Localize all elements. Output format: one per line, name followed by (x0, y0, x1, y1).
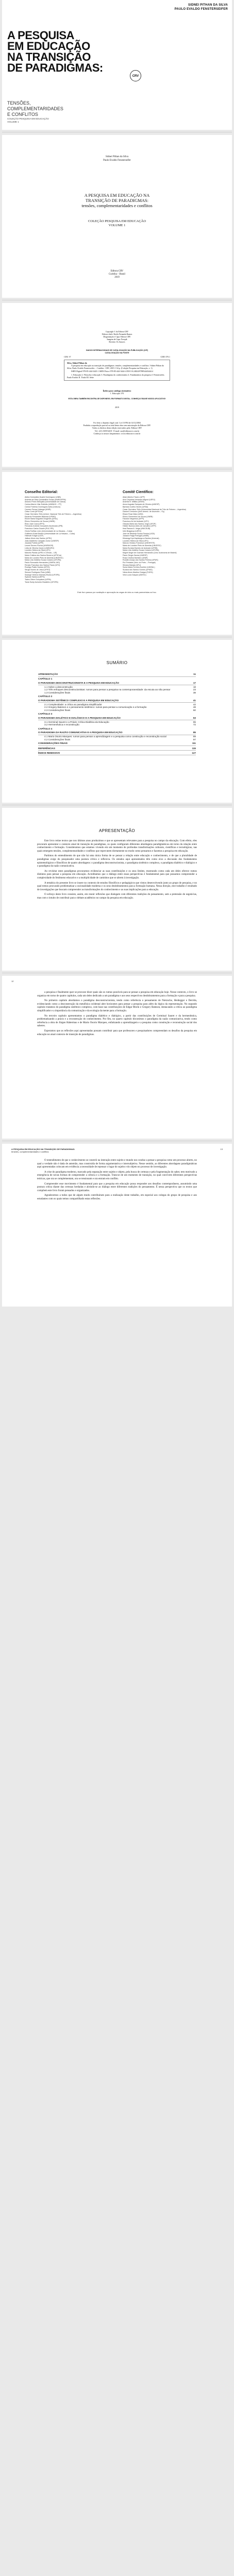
summary-item-label: CONSIDERAÇÕES FINAIS (38, 742, 68, 745)
title-page (2, 135, 232, 298)
summary-item[interactable] (38, 713, 196, 716)
board-member: Leonel Severo Rocha (UNISINOS) (25, 545, 54, 547)
page-number: 13 (220, 1148, 223, 1150)
summary-item-page: 38 (193, 691, 196, 694)
summary-item-label: 4.2 Considerações finais (44, 738, 71, 741)
board-member: Rodrigo Pratte-Santos (UFES) (25, 566, 50, 569)
cover-collection (7, 117, 49, 124)
summary-item[interactable] (38, 709, 196, 712)
cdd-code: CDD 370.1 (160, 355, 170, 358)
presentation-heading: APRESENTAÇÃO (99, 828, 135, 833)
board-member: Jussara Fraga Portugal (UNEB) (123, 535, 149, 537)
summary-item-page: 23 (193, 688, 196, 691)
board-member: Lídia de Oliveira Xavier (UNIEURO) (25, 547, 55, 549)
paragraph: O entendimento de que o conhecimento se constrói na interação entre sujeito e mundo nos conduz a pensar a pesquisa como um processo aberto, no qual a verdade não é dada de antemão, mas construída de forma argumentativa e intersubjetiva. Nesse sentido, as diferentes abordagens paradigmáticas aqui apresentadas colocam em evidência a necessidade de repensar o lugar do sujeito e do objeto no processo de investigação. (37, 1159, 197, 1169)
board-member: Ilma Passos A. Veiga (UNICEUB) (123, 528, 151, 530)
page-number: 12 (11, 980, 14, 982)
summary-item-page: 48 (193, 706, 196, 709)
paragraph: A crise do paradigma moderno, marcado pela separação entre sujeito e objeto, pela busca de certezas e pela fragmentação do saber, tem motivado a emergência de novas formas de compreender a ciência e a formação. Trata-se de um momento de transição, no qual convivem diferentes perspectivas teóricas, que ora se complementam, ora se tensionam e ora entram em conflito. (37, 1171, 197, 1180)
board-member: Elizeu Clementino de Souza (UNEB) (123, 515, 153, 518)
cdu-code: CDU 37 (64, 355, 71, 358)
cover-authors (175, 3, 228, 11)
catalog-index (2, 389, 232, 395)
title-page-title (2, 193, 232, 208)
copyright-line: Diagramação e Capa: Editora CRV (103, 336, 131, 338)
summary-item-label: 2.1 Complexidade: a crítica ao paradigma simplificador (44, 703, 102, 706)
summary-item-label: O PARADIGMA SISTÊMICO COMPLEXO E A PESQUISA EM EDUCAÇÃO (38, 699, 119, 702)
copyright-lines (2, 331, 232, 344)
copyright-line: Editora-chefe: Sheila Fernanda Ramos (102, 333, 132, 335)
presentation-body (37, 840, 197, 902)
catalog-heading-line: DADOS INTERNACIONAIS DE CATALOGAÇÃO NA PUBLICAÇÃO (CIP) (86, 349, 148, 351)
board-member: Tania Suely Azevedo Brasileiro (UFOPA) (25, 581, 58, 583)
board-member: Simone Rodrigues Pinto (UNB) (25, 571, 51, 573)
paragraph: No primeiro capítulo abordamos o paradigma desconstrucionista, tendo como referência o pensamento de Nietzsche, Heidegger e Derrida, evidenciando como a desconstrução da metafísica ocidental abre horizontes para pensar a pesquisa para além da lógica da representação. No segundo capítulo tratamos do paradigma sistêmico complexo, com base nas contribuições de Edgar Morin e Gregory Bateson, destacando a crítica ao paradigma simplificador e a importância da comunicação e da ecologia da mente para a formação. (37, 999, 197, 1012)
summary-item-label: CAPÍTULO 4 (38, 727, 53, 730)
board-member: Rui Trindade (Univ. do Porto – Portugal) (123, 561, 156, 564)
paragraph: Agradecemos a todos que de algum modo contribuíram para a realização deste trabalho, em especial aos colegas do grupo de pesquisa e aos estudantes com os quais temos compartilhado estas reflexões. (37, 1194, 197, 1200)
title-page-authors (2, 156, 232, 162)
title-page-subtitle: tensões, complementaridades e conflitos (81, 203, 153, 208)
running-header-line: A PESQUISA EM EDUCAÇÃO NA TRANSIÇÃO DE PARADIGMAS: (11, 1148, 75, 1150)
board-member: Maria Lília Imbiriba Sousa Colares (UFOPA) (123, 549, 159, 552)
running-header-line: tensões, complementaridades e conflitos (11, 1150, 49, 1153)
board-member: Maria Eurácia Barreto de Andrade (UFRB) (123, 547, 158, 549)
title-page-city: Curitiba – Brasil (109, 273, 125, 276)
board-member: Celso Conti (UFSCar) (25, 511, 43, 513)
board-member: Rosa Cristina Monteiro (UNIR) (123, 556, 148, 559)
board-right-column (123, 490, 210, 576)
summary-item[interactable] (38, 682, 196, 685)
crv-logo: CRV (130, 70, 141, 81)
summary-item-label: O PARADIGMA DESCONSTRUCIONISTA E A PESQUISA EM EDUCAÇÃO (38, 681, 119, 684)
rights-line: Foi feito o depósito legal conf. Lei 10.994 de 14/12/2004 (93, 421, 141, 424)
board-member: Eduardo Fernandes Barbosa (UFMG) (25, 515, 56, 518)
paragraph: a pesquisa e finalmente quer se procurar dizer quais são os rumos possíveis para se pensar a pesquisa em educação hoje. Nesse contexto, o livro se organiza em torno de quatro capítulos, cada um deles dedicado a um paradigma e aos seus respectivos desdobramentos para a formação e para a pesquisa. (37, 991, 197, 997)
cover-subtitle-line: E CONFLITOS (7, 112, 38, 117)
summary-page (2, 640, 232, 803)
summary-item-page: 97 (193, 738, 196, 741)
board-right-heading: Comitê Científico: (123, 490, 154, 494)
summary-item-label: 3.2 Hermenêutica e reconstrução (44, 723, 79, 726)
board-member: Marcos Vinicius Francisco (UNOESTE) (123, 542, 155, 545)
summary-rule (38, 702, 196, 703)
summary-item-page: 17 (193, 681, 196, 684)
summary-item-page: 72 (193, 723, 196, 726)
copyright-page (2, 303, 232, 467)
summary-item-page: 85 (193, 731, 196, 734)
board-member: Maria Cristina dos Santos Bezerra (UFSCar) (25, 554, 62, 556)
board-member: Altair Alberto Fávero (UPF) (123, 496, 145, 498)
board-member: Lourdes Helena da Silva (UFV) (25, 549, 51, 552)
board-member: Tadeu Oliver Gonçalves (UFPA) (25, 578, 51, 581)
board-member: Francisco Ari de Andrade (UFC) (123, 520, 149, 523)
summary-item-label: 3.1 Germinal Sauret e a Práxis: Crítica Dialética da Educação (44, 720, 109, 723)
board-member: Andréia da Silva Quintanilha Sousa (UNIR/UFRN) (25, 498, 66, 501)
summary-item-label: 2.2 Gregory Bateson e o pensamento sistêmico: rumos para pensar a comunicação e a formação (44, 706, 147, 709)
board-member: Francisco Carlos Duarte (PUC-PR) (25, 528, 54, 530)
title-page-title-line: A PESQUISA EM EDUCAÇÃO NA (84, 193, 150, 198)
page-13 (2, 1144, 232, 1307)
paragraph: No terceiro capítulo apresentamos o paradigma dialético e dialógico, a partir das contribuições de Germinal Sauret e da hermenêutica, problematizando a práxis e a reconstrução do conhecimento. Por fim, no quarto capítulo discutimos o paradigma da razão comunicativa, tendo como referência a obra de Jürgen Habermas e de Mario Osorio Marques, enfatizando a aprendizagem e a pesquisa como construção e reconstrução social dos saberes. (37, 1014, 197, 1028)
cover-collection-line: COLEÇÃO PESQUISA EM EDUCAÇÃO (7, 117, 49, 120)
cover-title-line: DE PARADIGMAS: (7, 61, 103, 74)
board-member: Solange Helena Ximenes-Rocha (UFOPA) (25, 573, 60, 576)
index-line: 1. Educação 370 (110, 392, 124, 395)
summary-item[interactable] (38, 699, 196, 702)
summary-item[interactable] (38, 677, 196, 681)
board-right-list (123, 496, 210, 576)
board-member: Ana Chrystina Venancio Mignot (UERJ) (123, 498, 155, 501)
cover-title-line: NA TRANSIÇÃO (7, 50, 91, 63)
board-member: Maria Lília Imbiriba Sousa Colares (UFOPA) (25, 559, 61, 562)
cover-subtitle-line: TENSÕES, (7, 100, 31, 106)
board-page (2, 472, 232, 635)
cover-title-line: EM EDUCAÇÃO (7, 40, 90, 53)
board-member: Élsio José Corá (UFFS) (25, 522, 44, 525)
summary-item-page: 18 (193, 685, 196, 688)
cover-collection-line: VOLUME 1 (7, 121, 19, 123)
summary-item-label: 1.3 Considerações finais (44, 691, 71, 694)
board-left-list (25, 496, 112, 583)
catalog-card (64, 360, 170, 381)
summary-rule (38, 745, 196, 746)
cover-page (2, 0, 232, 130)
summary-item-label: APRESENTAÇÃO (38, 673, 58, 675)
board-member: Vânia Alves Martins Chaigar (FURG) (123, 571, 153, 573)
cover-title (7, 30, 131, 73)
board-member: Anna Augusta Sampaio de Oliveira (UNESP) (123, 503, 160, 506)
summary-item-page: 11 (193, 673, 196, 675)
summary-item[interactable] (38, 738, 196, 741)
cip-body: A pesquisa em educação na transição de paradigmas: tensões, complementaridades e conflitos / Sidnei Pithan da Silva, Paulo Evaldo Fensterseifer. – Curitiba : CRV, 2019. 134 p. (Coleção Pesquisa em Educação, v. 1) (67, 364, 164, 370)
board-member: Elione Maria Nogueira Diogenes (UFAL) (25, 518, 58, 520)
summary-item-label: REFERÊNCIAS (38, 747, 55, 750)
board-member: Eliane Rose Maio (UEM) (123, 513, 143, 515)
board-member: Carmen Tereza Velanga (UNIR) (25, 508, 51, 511)
summary-heading: SUMÁRIO (106, 660, 128, 665)
board-member: José de Ribamar Sousa Pereira (UCB) (123, 532, 155, 535)
paragraph: Ao revisitar estes paradigmas procuramos evidenciar as suas contribuições e os seus limites, mostrando como cada um deles oferece rumos distintos para pensar a pesquisa em educação. Acreditamos que o diálogo entre essas perspectivas é fundamental para que possamos compreender a complexidade do fenômeno educativo e a multiplicidade de caminhos que se abrem à investigação. (37, 870, 197, 879)
board-member: Elizeu Clementino de Souza (UNEB) (25, 520, 55, 523)
running-header (11, 1148, 75, 1153)
board-member: Andréia N. Militão (UEMS) (123, 501, 145, 503)
board-member: Aldira Guimarães Duarte Domínguez (UNB) (25, 496, 61, 498)
paragraph: Este livro reúne textos que nos últimos anos produzimos e que se apresentam relevantes para a pesquisa no campo da educação. Com efeito, eles procuram apresentar o contexto atual de transição de paradigmas, os quais configuram diferentes abordagens paradigmáticas em torno da relação entre conhecimento e formação. Consideramos que estamos vivendo em um momento de profundas transformações culturais, científicas e tecnológicas, nas quais emergem tensões, complementaridades e conflitos que repercutem diretamente no modo como pensamos e fazemos a pesquisa em educação. (37, 840, 197, 853)
title-page-collection (2, 219, 232, 228)
summary-item[interactable] (38, 691, 196, 694)
presentation-page (2, 808, 232, 971)
paragraph: Compreender esse movimento é fundamental para que a pesquisa em educação possa responder aos desafios contemporâneos, assumindo uma postura crítica diante das certezas herdadas e abrindo-se ao diálogo entre diferentes tradições do pensamento. É nessa perspectiva que os textos que compõem este livro foram pensados e organizados. (37, 1182, 197, 1192)
cover-subtitle-line: COMPLEMENTARIDADES (7, 106, 63, 111)
title-page-author: Sidnei Pithan da Silva (105, 156, 129, 158)
summary-list (38, 672, 196, 756)
summary-item-page: 42 (193, 703, 196, 706)
page-12 (2, 976, 232, 1139)
rights-line: Todos os direitos desta edição reservados pela: Editora CRV (92, 427, 142, 430)
summary-item-label: 1.2 Três enfoques desconstrucionistas: rumos para pensar a pesquisa na contemporaneidade: da escuta ao não pensar (44, 688, 171, 691)
summary-item-page: 111 (192, 742, 196, 745)
summary-item-page: 127 (192, 751, 196, 754)
board-member: Paulo Sérgio Garcia (UNESP) (123, 554, 147, 556)
board-member: Renato Francisco dos Santos Paula (UFG) (25, 564, 60, 566)
cip-isbn: ISBN Digital 978-85-444-3445-1 ISBN Físico 978-85-444-3444-4 DOI 10.24824/978854443444.4 (71, 369, 153, 372)
title-page-imprint (2, 270, 232, 279)
summary-item-label: O PARADIGMA DA RAZÃO COMUNICATIVA E A PESQUISA EM EDUCAÇÃO (38, 731, 123, 734)
title-page-collection-name: COLEÇÃO PESQUISA EM EDUCAÇÃO (88, 219, 146, 223)
summary-item-page: 89 (193, 735, 196, 738)
board-member: Inês Bragança (UERJ) (123, 530, 141, 532)
cip-title: Silva, Sidnei Pithan da (67, 362, 87, 364)
cover-author: PAULO EVALDO FENSTERSEIFER (174, 8, 228, 11)
copyright-line: Revisão: Os Autores (109, 341, 125, 343)
catalog-heading (2, 349, 232, 354)
index-heading: Índice para catálogo sistemático (103, 389, 131, 392)
board-member: Gloria Fariñas León (Universidade de La Havana – Cuba) (25, 530, 72, 532)
paragraph: O esforço deste livro consiste, assim, em reunir reflexões que dialogam com diferentes tradições do pensamento, sem a pretensão de esgotá-las, mas com o intuito de contribuir para o debate acadêmico no campo da pesquisa em educação. (37, 893, 197, 900)
paragraph: A temática do presente livro se insere no contexto de estudos filosóficos e pedagógicos que vimos desenvolvendo junto ao grupo de pesquisa, e no qual temos procurado problematizar a racionalidade moderna e os seus desdobramentos para a formação humana. Nessa direção, este trabalho é resultado de investigações que buscam compreender as transformações do conhecimento e as suas implicações para a educação. (37, 882, 197, 891)
board-left-column (25, 490, 112, 583)
summary-item-page: 63 (193, 716, 196, 719)
board-member: Silvana Malusá (UFU) (123, 564, 141, 566)
summary-rule (38, 750, 196, 751)
board-member: Helder Buenos Aires de Carvalho (UFPI) (123, 525, 156, 528)
summary-item-page: 60 (193, 708, 196, 711)
title-page-year: 2019 (114, 276, 120, 279)
board-member: Marcelo Paixão (UFRJ e UTexas – US) (25, 552, 57, 554)
summary-item[interactable] (38, 695, 196, 698)
summary-item-label: 1.1 Sobre a desconstrução (44, 685, 73, 688)
board-member: Helmuth Krüger (UCP) (25, 535, 44, 537)
cover-title-line: A PESQUISA (7, 29, 74, 42)
summary-item-label: CAPÍTULO 2 (38, 695, 53, 698)
deposit-year: 2019 (115, 406, 119, 409)
summary-item[interactable] (38, 673, 196, 676)
board-member: Lourdes Helena da Silva (UFV) (123, 539, 148, 542)
board-member: João Adalberto Campato Junior (UNESP) (25, 539, 59, 542)
board-member: Diosnel Centurion (Univ Americ. de Asunción – Py) (123, 511, 164, 513)
rights-block (2, 421, 232, 435)
paragraph: Partimos do entendimento de que não há uma única forma de se pensar a relação entre educação e conhecimento, e de que a pluralidade de paradigmas exige do pesquisador uma postura crítica e reflexiva. Os estudos aqui apresentados têm como eixo a discussão dos fundamentos epistemológicos e filosóficos de quatro abordagens: o paradigma desconstrucionista, o paradigma sistêmico complexo, o paradigma dialético e dialógico e o paradigma da razão comunicativa. (37, 855, 197, 868)
cip-subjects: 1. Educação 2. Filosofia e educação 3. Paradigmas do conhecimento 4. Fundamentos da pesquisa I. Fensterseifer, Paulo Evaldo II. Título III. Série (67, 373, 165, 379)
board-member: Maria de Lourdes Pinto de Almeida (UNOESC) (123, 545, 161, 547)
board-member: Fernando Antônio Gonçalves Alcoforado (IPB) (25, 525, 63, 528)
board-member: Sonia Maria Ferreira Koehler (UNISAL) (123, 566, 155, 569)
rights-line: Proibida a reprodução parcial ou total desta obra sem autorização da Editora CRV (83, 424, 151, 427)
board-member: Gláucia Maria dos Santos Jorge (UFOP) (123, 522, 156, 525)
title-page-author: Paulo Evaldo Fensterseifer (103, 159, 131, 162)
board-member: Cesar Gerónimo Tello (Universidad Nacional de Três de Febrero – Argentina) (123, 508, 186, 511)
copyright-line: Imagem de Capa: Freepik (107, 338, 127, 341)
cover-subtitle (7, 100, 100, 117)
board-member: Carlos Federico Dominguez Avila (Unieuro) (25, 505, 61, 508)
board-member: Guillermo Arias Beatón (Universidade de La Havana – Cuba) (25, 532, 75, 535)
summary-item-page: 41 (193, 699, 196, 702)
title-page-publisher: Editora CRV (110, 270, 124, 273)
page-13-body (37, 1159, 197, 1203)
summary-item[interactable] (38, 752, 196, 755)
board-member: Fauston Negreiros (UFPI) (123, 518, 144, 520)
summary-item-label: 2.3 Considerações finais (44, 708, 71, 711)
catalog-heading-line: CATALOGAÇÃO NA FONTE (105, 351, 129, 354)
board-member: Cesar Gerónimo Tello (Univer. Nacional Três de Febrero – Argentina) (25, 513, 81, 515)
paragraph: Esperamos que as reflexões aqui apresentadas possam contribuir para que professores e pesquisadores compreendam os desafios da pesquisa em educação no atual contexto de transição de paradigmas. (37, 1029, 197, 1036)
board-member: Rodolfo Araújo dos Santos Pereira (UFMS) (123, 559, 158, 562)
summary-item[interactable] (38, 731, 196, 734)
board-member: Suzana dos Santos Gomes (UFMG) (123, 569, 153, 571)
board-member: Carlos Alberto Vilar Estêvão (UMINHO – PT) (25, 503, 62, 506)
page-12-body (37, 991, 197, 1038)
board-member: Vera Lucia Gaspar (UDESC) (123, 573, 146, 576)
board-member: Josania Portela (UFPI) (25, 542, 44, 545)
board-member: Kilwangy Kya Kapitango-a-Samba (Unemat) (123, 537, 159, 539)
rights-line: Conheça os nossos lançamentos: www.editoracrv.com.br (93, 432, 141, 435)
copyright-line: Copyright © da Editora CRV (105, 331, 129, 333)
summary-item[interactable] (38, 727, 196, 731)
isbn-row (64, 355, 170, 358)
summary-item-label: CAPÍTULO 3 (38, 713, 53, 716)
board-member: Paulo Romualdo Hernandes (UNIFAL-MG) (25, 561, 60, 564)
board-member: Míguel Ángel de Guzmán Hernandez (Univ. Autónoma de Madrid) (123, 552, 177, 554)
review-note: Este livro passou por avaliação e aprovação às cegas de dois ou mais pareceristas ad hoc. (77, 591, 157, 594)
summary-item-label: 4.1 Mario Osorio Marques: rumos para pensar a aprendizagem e a pesquisa como construção e reconstrução social (44, 735, 166, 738)
board-member: Maria de Lourdes Pinto de Almeida (UNOESC) (25, 556, 63, 559)
rights-line: Tel.: (41) 3039-6418 - E-mail: sac@editoracrv.com.br (94, 429, 140, 432)
summary-item-label: CAPÍTULO 1 (38, 677, 53, 681)
board-left-heading: Conselho Editorial: (25, 490, 58, 494)
cover-author: SIDNEI PITHAN DA SILVA (188, 4, 228, 7)
summary-item[interactable] (38, 717, 196, 720)
summary-item-page: 65 (193, 720, 196, 723)
board-member: Sérgio Nunes de Jesus (IFRO) (25, 569, 51, 571)
title-page-volume: VOLUME 1 (108, 224, 126, 227)
board-member: Antonio Pedro Mesquita (Universidade de Lisboa) (25, 501, 66, 503)
board-member: Barbara Coelho Neves (UFBA) (123, 505, 148, 508)
board-member: Sydione Santos (UEPG) (25, 576, 45, 579)
summary-item[interactable] (38, 747, 196, 750)
summary-item-page: 115 (192, 747, 196, 750)
board-member: Jailson Alves dos Santos (UFRJ) (25, 537, 52, 539)
summary-rule (38, 676, 196, 677)
summary-item[interactable] (38, 742, 196, 745)
digital-notice: ESTA OBRA TAMBÉM ENCONTRA-SE DISPONÍVEL EM FORMATO DIGITAL. CONHEÇA E BAIXE NOSSO APLICATIVO! (68, 398, 166, 400)
title-page-title-line: TRANSIÇÃO DE PARADIGMAS: (85, 198, 148, 203)
summary-item-label: ÍNDICE REMISSIVO (38, 751, 60, 754)
summary-item-label: O PARADIGMA DIALÉTICO E DIALÓGICO E A PESQUISA EM EDUCAÇÃO (38, 716, 121, 719)
